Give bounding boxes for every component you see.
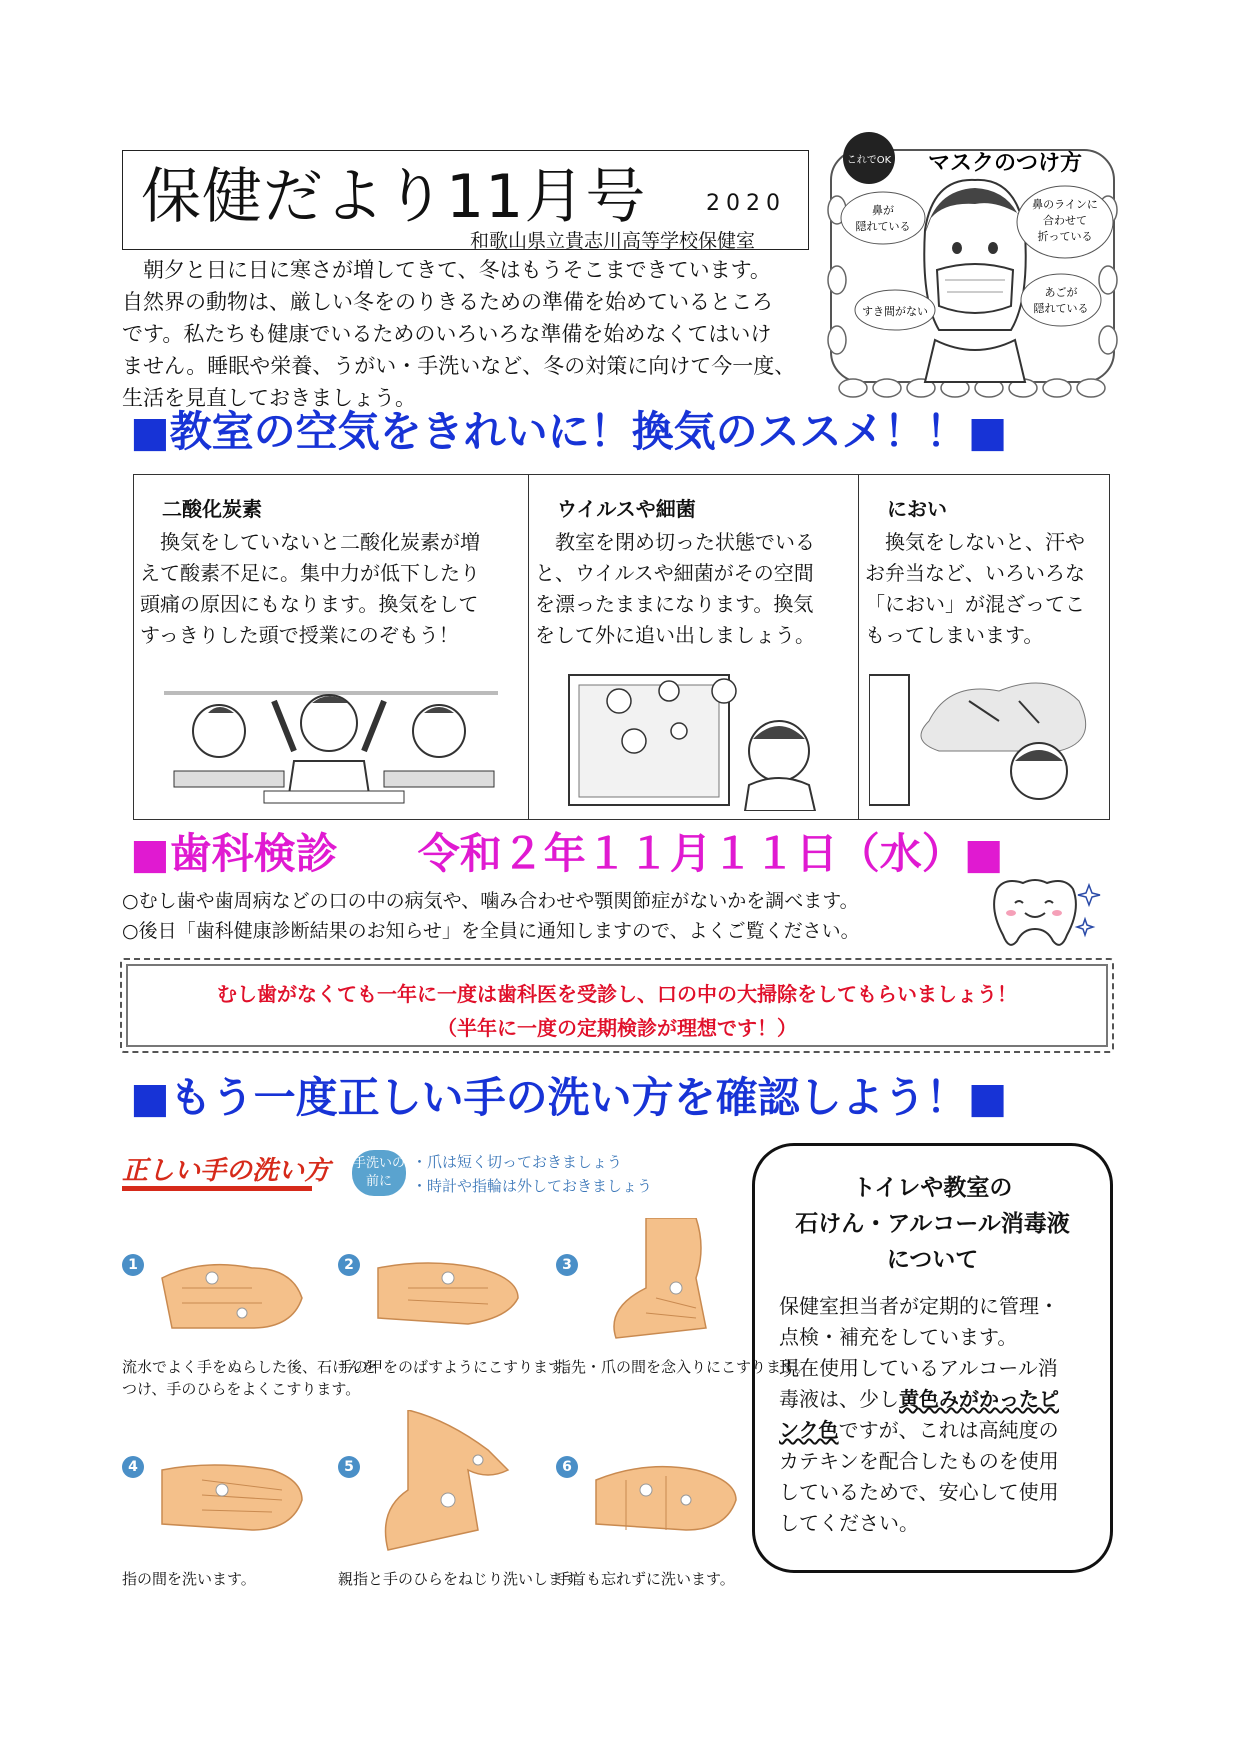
soap-title-line: トイレや教室の — [852, 1175, 1013, 1201]
soap-title-line: について — [886, 1247, 979, 1273]
step-caption: つけ、手のひらをよくこすります。 — [122, 1380, 361, 1398]
bubble-gap: すき間がない — [862, 305, 928, 318]
step-number: 6 — [556, 1456, 578, 1478]
svg-text:折っている: 折っている — [1037, 230, 1093, 243]
intro-text — [122, 254, 812, 414]
step-caption: 手の甲をのばすようにこすります。 — [338, 1358, 577, 1376]
dental-line: ○後日「歯科健康診断結果のお知らせ」を全員に通知しますので、よくご覧ください。 — [122, 920, 860, 942]
pre-wash-notes — [412, 1150, 652, 1198]
hands-icon — [586, 1218, 746, 1348]
dental-date: 令和２年１１月１１日（水）■ — [417, 829, 1004, 878]
section-ventilation-title: ■教室の空気をきれいに！換気のススメ！！■ — [130, 407, 1008, 456]
pre-wash-note: ・時計や指輪は外しておきましょう — [412, 1177, 653, 1195]
vent-line: 「におい」が混ざってこ — [865, 592, 1085, 616]
dental-text — [122, 886, 860, 946]
students-illustration — [144, 661, 518, 811]
dental-notice-box — [120, 958, 1114, 1053]
soap-title-line: 石けん・アルコール消毒液 — [795, 1211, 1070, 1237]
vent-line: 換気をしていないと二酸化炭素が増 — [140, 530, 480, 554]
notice-line: むし歯がなくても一年に一度は歯科医を受診し、口の中の大掃除をしてもらいましょう！ — [217, 982, 1017, 1006]
mask-title: マスクのつけ方 — [927, 151, 1083, 176]
svg-text:隠れている: 隠れている — [855, 220, 911, 233]
vent-col-co2 — [134, 475, 528, 819]
vent-line: 換気をしないと、汗や — [865, 530, 1085, 554]
soap-line: 点検・補充をしています。 — [779, 1325, 1018, 1349]
step-number: 3 — [556, 1254, 578, 1276]
section-dental-title — [130, 826, 1003, 882]
mask-shape — [937, 264, 1013, 313]
hands-icon — [152, 1238, 312, 1348]
step-number: 2 — [338, 1254, 360, 1276]
soap-line: しているためで、安心して使用 — [779, 1480, 1059, 1504]
vent-col-virus — [528, 475, 858, 819]
soap-text: ですが、これは高純度の — [838, 1418, 1059, 1442]
hands-icon — [152, 1440, 312, 1550]
vent-line: を漂ったままになります。換気 — [535, 592, 814, 616]
soap-note-body — [779, 1291, 1096, 1539]
svg-text:合わせて: 合わせて — [1043, 214, 1087, 227]
virus-window-illustration — [539, 661, 849, 811]
issue-year: 2020 — [706, 191, 786, 216]
school-name: 和歌山県立貴志川高等学校保健室 — [470, 230, 756, 252]
step-caption: 親指と手のひらをねじり洗いします。 — [338, 1570, 592, 1588]
handwash-title-underline — [122, 1186, 312, 1191]
page-title: 保健だより11月号 — [141, 162, 647, 232]
mask-illustration — [825, 130, 1120, 400]
notice-line: （半年に一度の定期検診が理想です！） — [437, 1016, 797, 1040]
vent-line: と、ウイルスや細菌がその空間 — [535, 561, 814, 585]
dental-title: ■歯科検診 — [130, 829, 338, 878]
step-number: 5 — [338, 1456, 360, 1478]
soap-text: 毒液は、少し — [779, 1387, 899, 1411]
intro-line: です。私たちも健康でいるためのいろいろな準備を始めなくてはいけ — [122, 322, 772, 346]
vent-line: をして外に追い出しましょう。 — [535, 623, 815, 647]
soap-line — [779, 1415, 1096, 1446]
vent-line: すっきりした頭で授業にのぞもう！ — [140, 623, 459, 647]
section-handwash-title: ■もう一度正しい手の洗い方を確認しよう！■ — [130, 1073, 1008, 1122]
ok-badge-text: これでOK — [846, 155, 892, 166]
soap-note-title — [755, 1170, 1110, 1278]
handwash-step-5 — [338, 1410, 538, 1570]
soap-line: してください。 — [779, 1511, 919, 1535]
svg-text:隠れている: 隠れている — [1033, 302, 1089, 315]
intro-line: 生活を見直しておきましょう。 — [122, 386, 416, 410]
pre-wash-note: ・爪は短く切っておきましょう — [412, 1153, 623, 1171]
odor-illustration — [869, 661, 1100, 811]
ventilation-table — [133, 474, 1110, 820]
soap-highlight: ンク色 — [779, 1418, 839, 1442]
soap-line: 保健室担当者が定期的に管理・ — [779, 1294, 1059, 1318]
vent-heading: ウイルスや細菌 — [557, 497, 696, 521]
step-caption: 流水でよく手をぬらした後、石けんを — [122, 1358, 378, 1376]
step-number: 4 — [122, 1456, 144, 1478]
svg-text:鼻のラインに: 鼻のラインに — [1032, 198, 1098, 211]
dental-line: ○むし歯や歯周病などの口の中の病気や、噛み合わせや顎関節症がないかを調べます。 — [122, 890, 859, 912]
vent-line: えて酸素不足に。集中力が低下したり — [140, 561, 480, 585]
svg-text:あごが: あごが — [1044, 286, 1078, 299]
hands-icon — [368, 1238, 528, 1348]
vent-line: 教室を閉め切った状態でいる — [535, 530, 815, 554]
svg-text:鼻が: 鼻が — [872, 204, 894, 217]
handwash-title: 正しい手の洗い方 — [122, 1156, 331, 1186]
handwash-step-3 — [556, 1218, 756, 1378]
step-number: 1 — [122, 1254, 144, 1276]
step-caption: 指の間を洗います。 — [122, 1570, 256, 1588]
soap-highlight: 黄色みがかったピ — [899, 1387, 1059, 1411]
vent-line: お弁当など、いろいろな — [865, 561, 1085, 585]
vent-heading: 二酸化炭素 — [162, 497, 262, 521]
soap-line: カテキンを配合したものを使用 — [779, 1449, 1059, 1473]
vent-line: 頭痛の原因にもなります。換気をして — [140, 592, 479, 616]
vent-col-odor — [858, 475, 1109, 819]
step-caption: 指先・爪の間を念入りにこすります。 — [556, 1358, 810, 1376]
step-caption: 手首も忘れずに洗います。 — [556, 1570, 735, 1588]
pre-wash-badge: 手洗いの前に — [352, 1150, 406, 1196]
hands-icon — [586, 1440, 746, 1550]
vent-line: もってしまいます。 — [865, 623, 1044, 647]
tooth-icon — [985, 875, 1105, 955]
soap-alcohol-note — [752, 1143, 1113, 1573]
intro-line: 自然界の動物は、厳しい冬をのりきるための準備を始めているところ — [122, 290, 773, 314]
intro-line: ません。睡眠や栄養、うがい・手洗いなど、冬の対策に向けて今一度、 — [122, 354, 796, 378]
soap-line — [779, 1384, 1096, 1415]
hands-icon — [368, 1410, 528, 1560]
intro-line: 朝夕と日に日に寒さが増してきて、冬はもうそこまできています。 — [122, 258, 771, 282]
soap-line: 現在使用しているアルコール消 — [779, 1356, 1058, 1380]
vent-heading: におい — [887, 497, 947, 521]
